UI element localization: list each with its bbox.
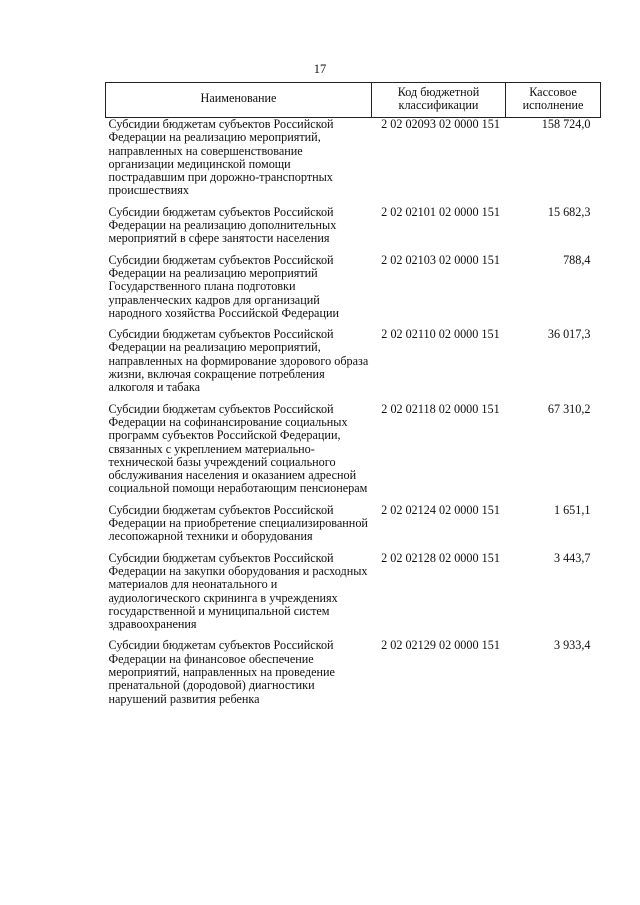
row-name: Субсидии бюджетам субъектов Российской Федерации на реализацию дополнительных мероприятий в сфере занятости населения: [108, 204, 337, 246]
row-amount: 158 724,0: [541, 117, 591, 131]
row-code: 2 02 02129 02 0000 151: [381, 638, 500, 653]
row-code: 2 02 02093 02 0000 151: [381, 117, 500, 131]
table-row: [106, 118, 601, 206]
row-code: 2 02 02124 02 0000 151: [381, 502, 500, 517]
row-amount: 67 310,2: [547, 401, 591, 416]
row-code: 2 02 02110 02 0000 151: [381, 327, 500, 342]
row-amount: 3 443,7: [553, 550, 591, 565]
row-name: Субсидии бюджетам субъектов Российской Федерации на реализацию мероприятий Государственного плана подготовки управленческих кадров для организаций народного хозяйства Российской Федерации: [108, 252, 340, 320]
table-row: [106, 328, 601, 402]
table-row: [106, 403, 601, 504]
table-row: [106, 206, 601, 254]
header-row: [106, 83, 601, 118]
row-code: 2 02 02101 02 0000 151: [381, 204, 500, 219]
table-header: [106, 83, 601, 118]
row-amount: 1 651,1: [553, 502, 591, 517]
table-row: [106, 254, 601, 328]
table-body: [106, 118, 601, 714]
row-code: 2 02 02118 02 0000 151: [381, 401, 500, 416]
row-name: Субсидии бюджетам субъектов Российской Федерации на приобретение специализированной лесопожарной техники и оборудования: [108, 502, 368, 544]
row-amount: 15 682,3: [547, 204, 591, 219]
row-code: 2 02 02128 02 0000 151: [381, 550, 500, 565]
table-row: [106, 639, 601, 713]
table-row: [106, 504, 601, 552]
row-code: 2 02 02103 02 0000 151: [381, 252, 500, 267]
row-name: Субсидии бюджетам субъектов Российской Федерации на финансовое обеспечение мероприятий, направленных на проведение пренатальной (дородовой) диагностики нарушений развития ребенка: [108, 638, 335, 706]
row-amount: 3 933,4: [553, 638, 591, 653]
row-name: Субсидии бюджетам субъектов Российской Федерации на реализацию мероприятий, направленных на совершенствование организации медицинской помощи пострадавшим при дорожно-транспортных происшествиях: [108, 117, 334, 198]
row-name: Субсидии бюджетам субъектов Российской Федерации на софинансирование социальных программ субъектов Российской Федерации, связанных с укреплением материально-технической базы учреждений социального обслуживания населения и оказанием адресной социальной помощи неработающим пенсионерам: [108, 401, 368, 496]
row-amount: 788,4: [563, 252, 591, 267]
page-number: 17: [313, 62, 327, 76]
budget-table: [105, 82, 601, 714]
row-amount: 36 017,3: [547, 327, 591, 342]
table-row: [106, 552, 601, 640]
header-amount: Кассовое исполнение: [506, 83, 601, 118]
row-name: Субсидии бюджетам субъектов Российской Федерации на закупки оборудования и расходных материалов для неонатального и аудиологического скрининга в учреждениях государственной и муниципальной систем здравоохранения: [108, 550, 368, 632]
header-code: Код бюджетной классификации: [372, 83, 506, 118]
header-name: Наименование: [106, 83, 372, 118]
row-name: Субсидии бюджетам субъектов Российской Федерации на реализацию мероприятий, направленных на формирование здорового образа жизни, включая сокращение потребления алкоголя и табака: [108, 327, 369, 395]
